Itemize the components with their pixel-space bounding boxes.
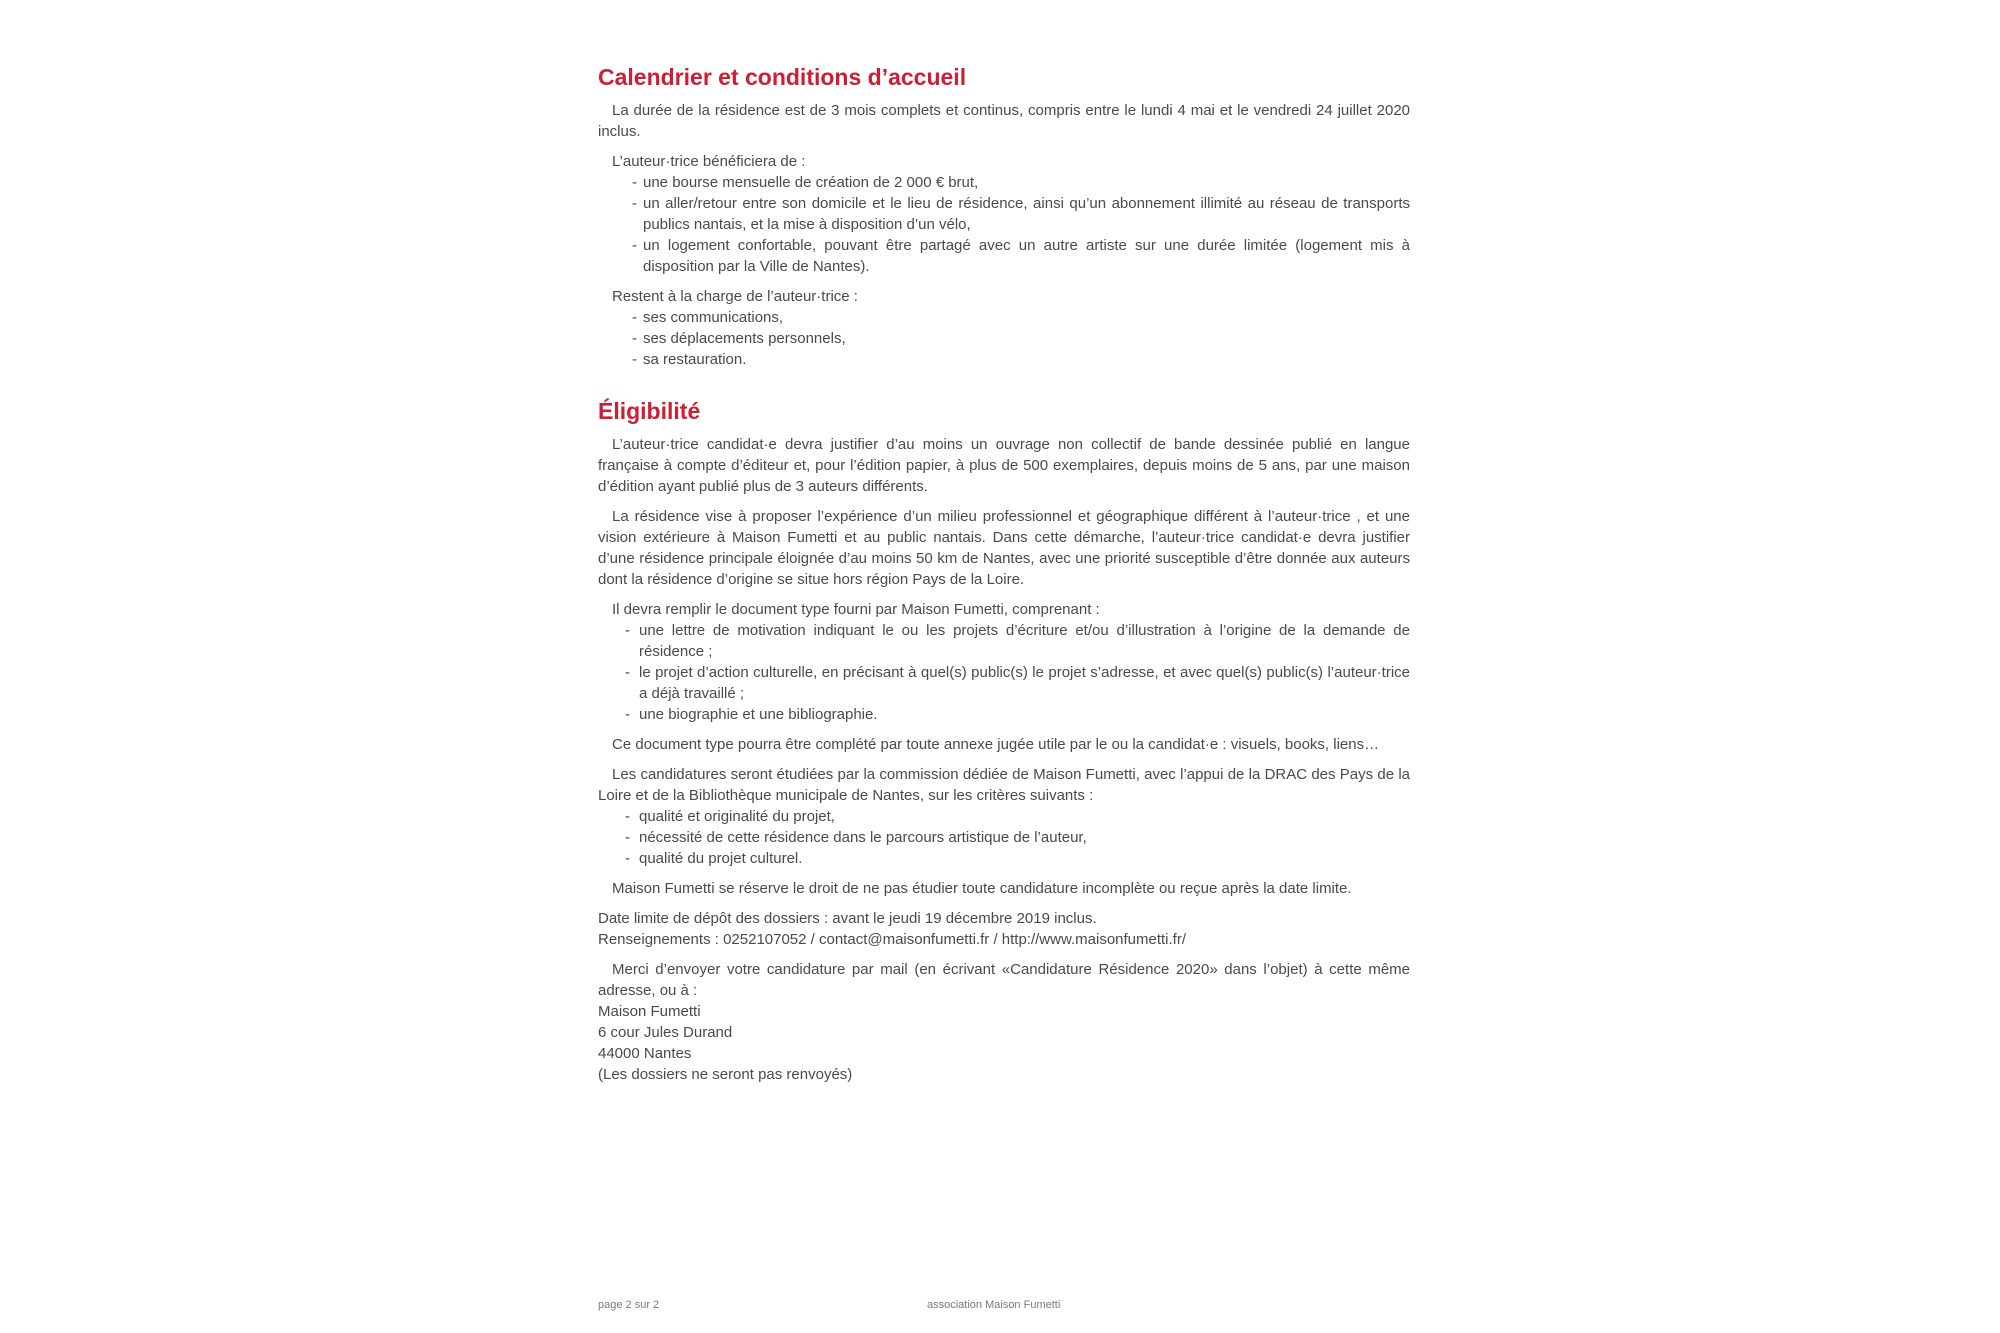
list-item: - une lettre de motivation indiquant le ou les projets d’écriture et/ou d’illustration à l’origine de la demande de résidence ;: [598, 620, 1410, 662]
document-intro: Il devra remplir le document type fourni par Maison Fumetti, comprenant :: [612, 601, 1100, 618]
list-item: - qualité du projet culturel.: [598, 848, 1410, 869]
address-line: 44000 Nantes: [598, 1045, 692, 1062]
page-number: page 2 sur 2: [598, 1299, 660, 1311]
rights-paragraph: Maison Fumetti se réserve le droit de ne pas étudier toute candidature incomplète ou reçue après la date limite.: [612, 880, 1352, 897]
criteria-list: [598, 806, 1410, 869]
submission-block: [598, 959, 1410, 1085]
document-items-list: [598, 620, 1410, 725]
section-title-eligibility: Éligibilité: [598, 398, 701, 424]
address-line: 6 cour Jules Durand: [598, 1024, 733, 1041]
list-item: - ses communications,: [598, 307, 1410, 328]
address-line: Maison Fumetti: [598, 1003, 701, 1020]
charges-list: [598, 307, 1410, 370]
eligibility-paragraph: L’auteur·trice candidat·e devra justifier d’au moins un ouvrage non collectif de bande dessinée publié en langue française à compte d’éditeur et, pour l’édition papier, à plus de 500 exemplaires, depuis moins de 5 ans, par une maison d’édition ayant publié plus de 3 auteurs différents.: [598, 436, 1410, 495]
list-item: - le projet d’action culturelle, en précisant à quel(s) public(s) le projet s’adresse, et avec quel(s) public(s) l’auteur·trice a déjà travaillé ;: [598, 662, 1410, 704]
benefits-list: [598, 172, 1410, 277]
contact-text: Renseignements : 0252107052 / contact@maisonfumetti.fr / http://www.maisonfumetti.fr/: [598, 931, 1187, 948]
list-item: - un logement confortable, pouvant être partagé avec un autre artiste sur une durée limitée (logement mis à disposition par la Ville de Nantes).: [598, 235, 1410, 277]
list-item: - un aller/retour entre son domicile et le lieu de résidence, ainsi qu’un abonnement illimité au réseau de transports publics nantais, et la mise à disposition d’un vélo,: [598, 193, 1410, 235]
list-item: - une bourse mensuelle de création de 2 000 € brut,: [598, 172, 1410, 193]
deadline-block: [598, 908, 1410, 950]
document-page: [598, 62, 1410, 1094]
list-item: - sa restauration.: [598, 349, 1410, 370]
list-item: - ses déplacements personnels,: [598, 328, 1410, 349]
deadline-text: Date limite de dépôt des dossiers : avant le jeudi 19 décembre 2019 inclus.: [598, 910, 1097, 927]
residence-paragraph: La résidence vise à proposer l’expérience d’un milieu professionnel et géographique différent à l’auteur·trice , et une vision extérieure à Maison Fumetti et au public nantais. Dans cette démarche, l’auteur·trice candidat·e devra justifier d’une résidence principale éloignée d’au moins 50 km de Nantes, avec une priorité susceptible d’être donnée aux auteurs dont la résidence d’origine se situe hors région Pays de la Loire.: [598, 508, 1410, 588]
annex-paragraph: Ce document type pourra être complété par toute annexe jugée utile par le ou la candidat·e : visuels, books, liens…: [612, 736, 1380, 753]
list-item: - nécessité de cette résidence dans le parcours artistique de l’auteur,: [598, 827, 1410, 848]
duration-paragraph: La durée de la résidence est de 3 mois complets et continus, compris entre le lundi 4 mai et le vendredi 24 juillet 2020 inclus.: [598, 102, 1410, 140]
charges-intro: Restent à la charge de l’auteur·trice :: [612, 288, 858, 305]
list-item: - qualité et originalité du projet,: [598, 806, 1410, 827]
criteria-intro: Les candidatures seront étudiées par la commission dédiée de Maison Fumetti, avec l’appui de la DRAC des Pays de la Loire et de la Bibliothèque municipale de Nantes, sur les critères suivants :: [598, 766, 1410, 804]
submission-text: Merci d’envoyer votre candidature par mail (en écrivant «Candidature Résidence 2020» dans l’objet) à cette même adresse, ou à :: [598, 961, 1410, 999]
address-line: (Les dossiers ne seront pas renvoyés): [598, 1066, 853, 1083]
footer-organization: association Maison Fumetti: [927, 1299, 1061, 1311]
list-item: - une biographie et une bibliographie.: [598, 704, 1410, 725]
section-title-calendar: Calendrier et conditions d’accueil: [598, 64, 967, 90]
benefits-intro: L’auteur·trice bénéficiera de :: [612, 153, 806, 170]
